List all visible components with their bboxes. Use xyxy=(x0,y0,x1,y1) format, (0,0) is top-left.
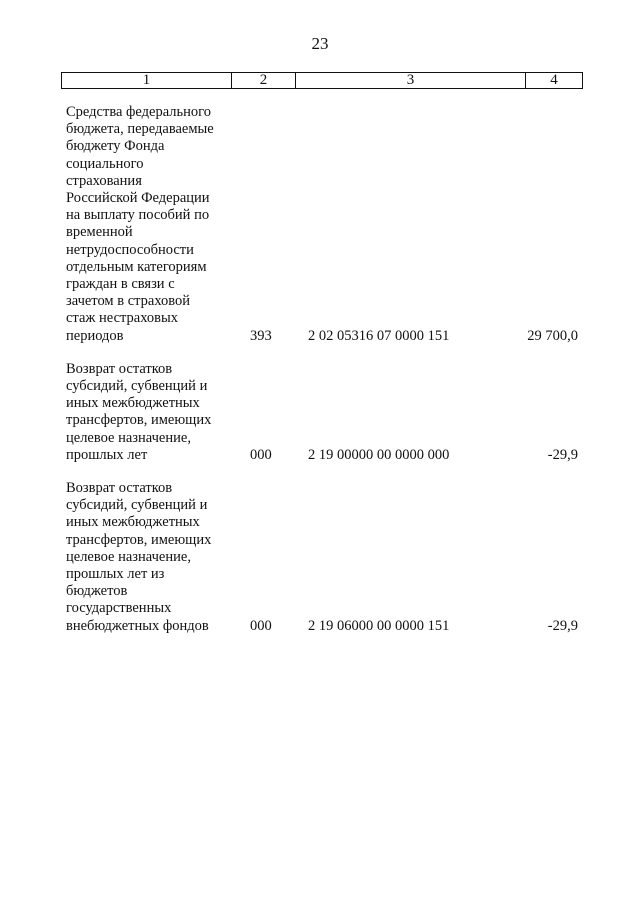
table-header-row xyxy=(61,72,583,89)
row-name: Возврат остатков субсидий, субвенций и иных межбюджетных трансфертов, имеющих целевое назначение, прошлых лет из бюджетов государственных внебюджетных фондов xyxy=(66,480,212,634)
row-admin-code: 000 xyxy=(250,446,272,463)
row-amount: -29,9 xyxy=(547,617,578,634)
table-row xyxy=(66,480,586,635)
row-budget-code: 2 19 00000 00 0000 000 xyxy=(308,446,450,463)
table-row xyxy=(66,104,586,345)
header-col-4: 4 xyxy=(550,72,558,88)
header-col-2: 2 xyxy=(232,73,296,88)
header-col-1: 1 xyxy=(62,73,232,88)
table-body xyxy=(66,104,586,635)
row-admin-code: 000 xyxy=(250,617,272,634)
table-row xyxy=(66,361,586,464)
header-col-3: 3 xyxy=(296,73,526,88)
row-amount: -29,9 xyxy=(547,446,578,463)
row-name: Возврат остатков субсидий, субвенций и иных межбюджетных трансфертов, имеющих целевое назначение, прошлых лет xyxy=(66,360,212,463)
row-admin-code: 393 xyxy=(250,327,272,344)
row-budget-code: 2 02 05316 07 0000 151 xyxy=(308,327,450,344)
row-budget-code: 2 19 06000 00 0000 151 xyxy=(308,617,450,634)
row-amount: 29 700,0 xyxy=(527,327,578,344)
page-number: 23 xyxy=(311,34,329,53)
row-name: Средства федерального бюджета, передаваемые бюджету Фонда социального страхования Российской Федерации на выплату пособий по временной нетрудоспособности отдельным категориям граждан в связи с зачетом в страховой стаж нестраховых периодов xyxy=(66,104,214,344)
